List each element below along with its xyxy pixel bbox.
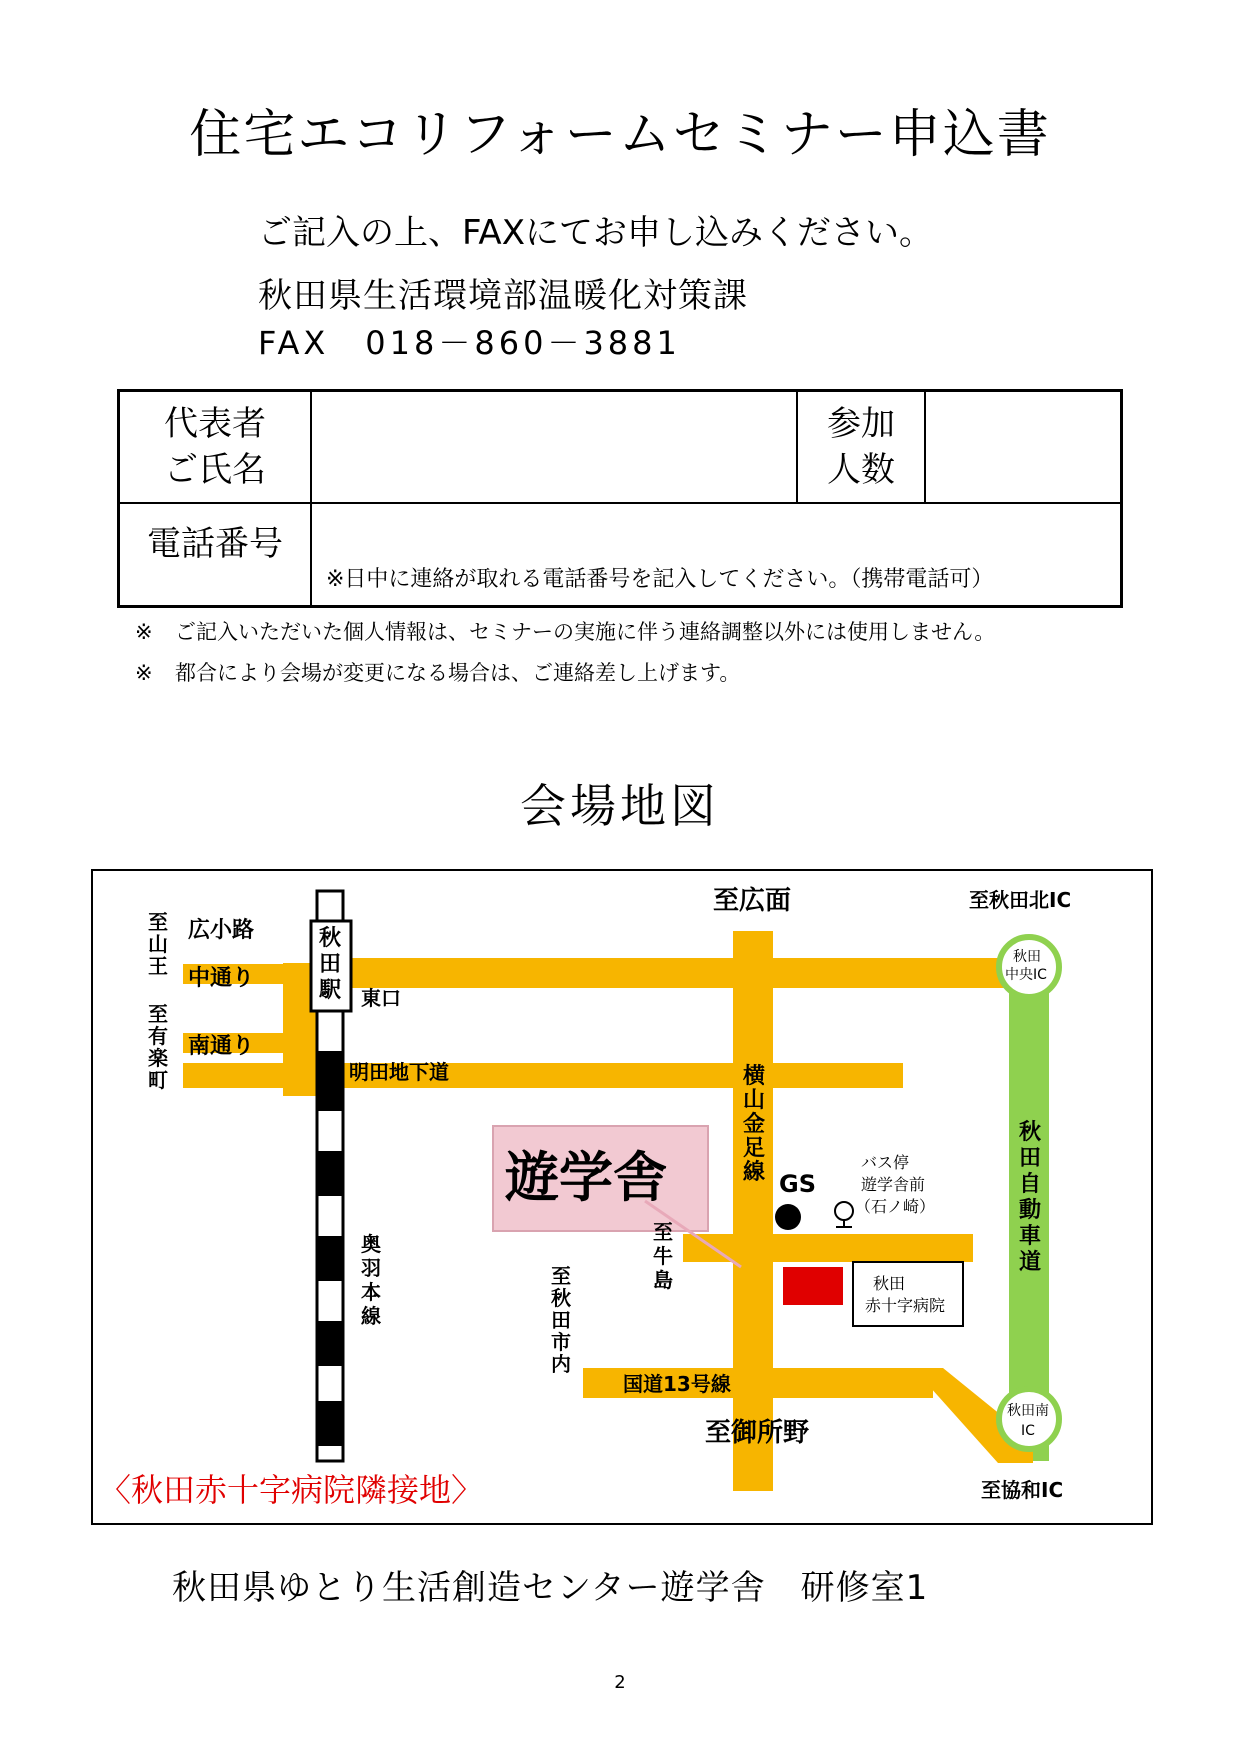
label-gs: GS [779,1170,816,1198]
label-hirokoji: 広小路 [188,918,255,943]
railway-tie [317,1321,343,1366]
label-char: 山 [743,1088,766,1113]
page-title: 住宅エコリフォームセミナー申込書 [189,105,1051,165]
page-number: 2 [614,1672,626,1693]
label-to-yurakucho [148,1002,168,1092]
venue-map [91,869,1153,1525]
label-meiden-underpass: 明田地下道 [349,1060,449,1084]
venue-caption: 秋田県ゆとり生活創造センター遊学舎 研修室1 [172,1568,929,1608]
label-char: 至 [551,1264,571,1288]
label-route13: 国道13号線 [623,1372,731,1396]
label-char: 秋 [319,926,342,951]
participants-label-line2: 人数 [827,449,895,490]
venue-building [783,1267,843,1305]
label-char: 奥 [361,1232,381,1256]
fax-instruction: ご記入の上、FAXにてお申し込みください。 [258,213,933,253]
label-char: 至 [148,1002,168,1026]
label-char: 楽 [148,1046,168,1070]
label-red-cross-line1: 秋田 [873,1274,906,1293]
representative-label-line2: ご氏名 [164,449,266,490]
map-canvas [93,871,1151,1523]
label-char: 自 [1019,1172,1042,1197]
label-char: 車 [1019,1224,1042,1249]
note-item [135,612,995,653]
label-to-ushijima [653,1220,673,1292]
label-char: 有 [148,1024,168,1048]
label-red-cross-line2: 赤十字病院 [865,1296,946,1315]
application-form-table [117,389,1123,608]
participants-label-cell [797,391,925,503]
label-bus-stop-name: 遊学舎前 [861,1175,926,1194]
label-nakadori: 中通り [188,966,255,991]
label-akita-minami-ic-2: IC [1021,1423,1035,1439]
label-char: 駅 [319,978,342,1003]
phone-note: ※日中に連絡が取れる電話番号を記入してください。（携帯電話可） [326,567,994,592]
label-venue: 遊学舎 [505,1146,667,1209]
label-to-hiroomote: 至広面 [713,886,792,916]
gas-station-icon [775,1204,801,1230]
label-char: 王 [148,954,168,978]
label-char: 金 [743,1112,766,1137]
label-to-kyowa-ic: 至協和IC [981,1478,1064,1502]
phone-label: 電話番号 [147,523,283,564]
label-akita-station [318,925,341,1003]
label-higashiguchi: 東口 [361,986,401,1010]
label-char: 線 [361,1304,381,1328]
label-akita-chuo-ic-1: 秋田 [1013,949,1041,965]
railway-tie [317,1236,343,1281]
label-char: 田 [1019,1146,1042,1171]
label-char: 町 [148,1068,168,1092]
label-ou-line [360,1232,381,1328]
label-char: 田 [551,1308,571,1332]
note-mark: ※ [135,620,153,644]
department-name: 秋田県生活環境部温暖化対策課 [258,276,748,316]
notes-list [135,612,995,694]
label-char: 山 [148,932,168,956]
phone-number-field[interactable] [311,503,1122,607]
representative-label-cell [119,391,312,503]
map-heading: 会場地図 [520,779,720,833]
red-cross-hospital-box [853,1262,963,1326]
railway-tie [317,1051,343,1111]
label-to-akita-city [551,1264,571,1376]
road-yokoyama-kanaashi [733,931,773,1491]
label-to-akita-kita-ic: 至秋田北IC [969,888,1072,912]
road-minamidori [183,1063,903,1088]
label-bus-stop-sub: （石ノ崎） [855,1197,936,1216]
label-char: 秋 [551,1286,571,1310]
label-akita-chuo-ic-2: 中央IC [1005,967,1047,983]
label-akita-minami-ic-1: 秋田南 [1007,1403,1049,1419]
fax-number: FAX 018－860－3881 [258,324,681,362]
label-char: 横 [743,1064,766,1089]
road-east-exit [333,958,1033,988]
representative-label-line1: 代表者 [164,403,266,444]
phone-label-cell [119,503,312,607]
label-char: 道 [1019,1250,1042,1275]
label-char: 動 [1019,1198,1042,1223]
railway-tie [317,1151,343,1196]
note-mark: ※ [135,661,153,685]
label-bus-stop: バス停 [861,1153,910,1172]
label-char: 田 [319,952,342,977]
label-char: 牛 [653,1244,673,1268]
label-to-goshono: 至御所野 [705,1418,810,1448]
label-to-sanno [148,910,168,978]
representative-name-field[interactable] [311,391,797,503]
label-char: 足 [743,1136,766,1161]
note-item [135,653,995,694]
label-char: 線 [743,1160,766,1185]
akita-minami-ic-marker [999,1389,1059,1449]
label-adjacent-note: 〈秋田赤十字病院隣接地〉 [99,1471,484,1509]
label-char: 至 [653,1220,673,1244]
participants-count-field[interactable] [925,391,1122,503]
note-text: 都合により会場が変更になる場合は、ご連絡差し上げます。 [175,661,741,685]
label-yokoyama-kanaashi [742,1063,765,1185]
participants-label-line1: 参加 [827,403,895,444]
label-char: 島 [653,1268,673,1292]
label-minamidori: 南通り [188,1034,255,1059]
label-char: 市 [551,1330,571,1354]
label-char: 本 [361,1280,381,1304]
label-char: 内 [551,1352,571,1376]
label-char: 羽 [361,1256,381,1280]
railway-tie [317,1401,343,1446]
note-text: ご記入いただいた個人情報は、セミナーの実施に伴う連絡調整以外には使用しません。 [175,620,996,644]
bus-stop-icon [835,1202,853,1220]
label-char: 至 [148,910,168,934]
label-char: 秋 [1019,1120,1042,1145]
